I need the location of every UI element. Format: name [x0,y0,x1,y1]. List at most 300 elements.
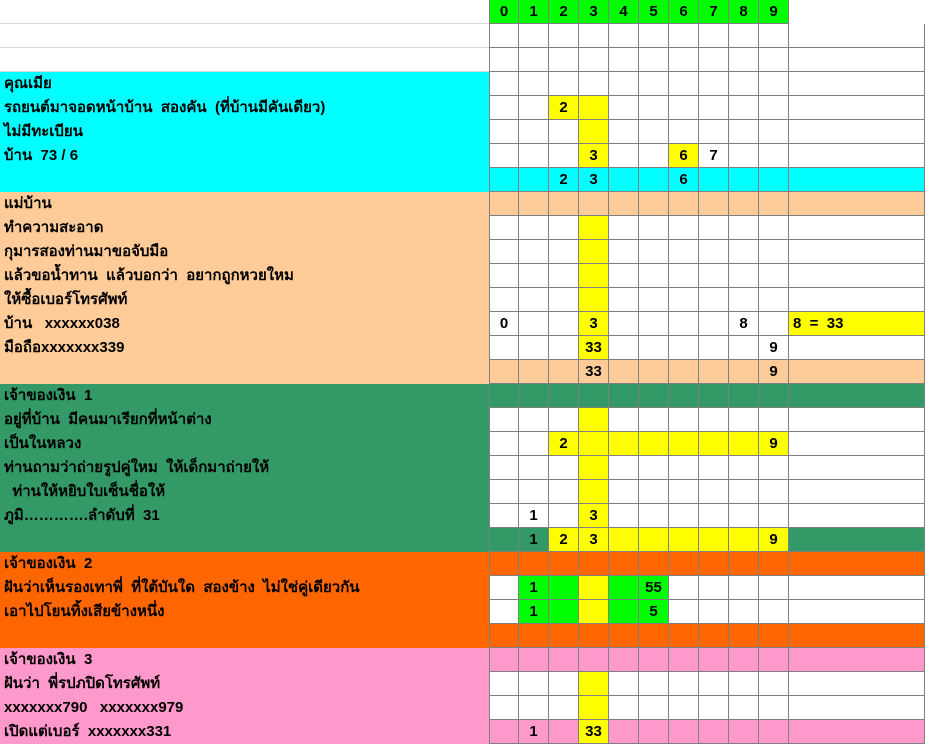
grid-cell-8[interactable] [729,432,759,456]
extra-cell[interactable] [789,624,925,648]
grid-cell-7[interactable] [699,720,729,744]
grid-cell-7[interactable] [699,216,729,240]
grid-cell-0[interactable] [489,720,519,744]
grid-cell-1[interactable]: 1 [519,720,549,744]
grid-cell-1[interactable] [519,216,549,240]
grid-cell-4[interactable] [609,120,639,144]
grid-cell-8[interactable] [729,408,759,432]
grid-cell-3[interactable] [579,264,609,288]
grid-cell-3[interactable] [579,672,609,696]
grid-cell-0[interactable] [489,168,519,192]
grid-cell-6[interactable] [669,24,699,48]
grid-cell-9[interactable] [759,504,789,528]
grid-cell-7[interactable] [699,240,729,264]
grid-cell-1[interactable] [519,552,549,576]
grid-cell-9[interactable] [759,576,789,600]
grid-cell-2[interactable]: 2 [549,96,579,120]
grid-cell-0[interactable] [489,600,519,624]
grid-cell-0[interactable]: 0 [489,312,519,336]
grid-cell-7[interactable] [699,24,729,48]
extra-cell[interactable] [789,264,925,288]
grid-cell-4[interactable] [609,672,639,696]
extra-cell[interactable] [789,456,925,480]
grid-cell-8[interactable] [729,24,759,48]
grid-cell-6[interactable]: 6 [669,168,699,192]
grid-cell-9[interactable] [759,552,789,576]
grid-cell-9[interactable] [759,120,789,144]
grid-cell-3[interactable]: 3 [579,528,609,552]
row-label[interactable] [0,360,489,384]
grid-cell-3[interactable] [579,192,609,216]
extra-cell[interactable] [789,600,925,624]
grid-cell-5[interactable]: 5 [639,600,669,624]
grid-cell-0[interactable] [489,336,519,360]
grid-cell-7[interactable] [699,48,729,72]
grid-cell-6[interactable] [669,384,699,408]
grid-cell-4[interactable] [609,216,639,240]
grid-cell-3[interactable]: 33 [579,360,609,384]
grid-cell-3[interactable] [579,216,609,240]
grid-cell-5[interactable] [639,696,669,720]
grid-cell-3[interactable] [579,432,609,456]
row-label[interactable]: xxxxxxx790 xxxxxxx979 [0,696,489,720]
grid-cell-2[interactable] [549,72,579,96]
grid-cell-0[interactable] [489,408,519,432]
extra-cell[interactable] [789,576,925,600]
grid-cell-3[interactable] [579,24,609,48]
grid-cell-6[interactable] [669,480,699,504]
extra-cell[interactable] [789,144,925,168]
grid-cell-5[interactable] [639,336,669,360]
extra-cell[interactable] [789,336,925,360]
grid-cell-6[interactable] [669,120,699,144]
grid-cell-5[interactable] [639,240,669,264]
grid-cell-1[interactable] [519,336,549,360]
row-label[interactable] [0,48,489,72]
grid-cell-5[interactable] [639,48,669,72]
extra-cell[interactable] [789,432,925,456]
extra-cell[interactable]: 8 = 33 [789,312,925,336]
grid-cell-1[interactable] [519,72,549,96]
grid-cell-9[interactable] [759,696,789,720]
grid-cell-1[interactable]: 1 [519,600,549,624]
grid-cell-7[interactable] [699,456,729,480]
grid-cell-1[interactable]: 1 [519,504,549,528]
grid-cell-5[interactable] [639,504,669,528]
grid-cell-5[interactable] [639,216,669,240]
grid-cell-0[interactable] [489,432,519,456]
grid-cell-3[interactable]: 33 [579,336,609,360]
grid-cell-3[interactable]: 3 [579,168,609,192]
grid-cell-6[interactable] [669,336,699,360]
grid-cell-1[interactable]: 1 [519,576,549,600]
extra-cell[interactable] [789,552,925,576]
grid-cell-4[interactable] [609,552,639,576]
grid-cell-1[interactable] [519,384,549,408]
grid-cell-0[interactable] [489,48,519,72]
grid-cell-4[interactable] [609,432,639,456]
grid-cell-6[interactable]: 6 [669,144,699,168]
grid-cell-8[interactable] [729,264,759,288]
grid-cell-1[interactable] [519,144,549,168]
grid-cell-9[interactable]: 9 [759,360,789,384]
grid-cell-4[interactable] [609,312,639,336]
row-label[interactable]: คุณเมีย [0,72,489,96]
grid-cell-4[interactable] [609,240,639,264]
grid-cell-2[interactable]: 2 [549,168,579,192]
grid-cell-9[interactable]: 9 [759,336,789,360]
grid-cell-5[interactable] [639,192,669,216]
grid-cell-1[interactable]: 1 [519,528,549,552]
grid-cell-7[interactable] [699,432,729,456]
grid-cell-9[interactable] [759,312,789,336]
grid-cell-7[interactable]: 7 [699,144,729,168]
grid-cell-6[interactable] [669,264,699,288]
grid-cell-8[interactable] [729,528,759,552]
grid-cell-3[interactable]: 3 [579,504,609,528]
row-label[interactable]: แม่บ้าน [0,192,489,216]
grid-cell-9[interactable]: 9 [759,432,789,456]
grid-cell-8[interactable] [729,192,759,216]
grid-cell-1[interactable] [519,288,549,312]
row-label[interactable]: รถยนต์มาจอดหน้าบ้าน สองคัน (ที่บ้านมีคันเดียว) [0,96,489,120]
row-label[interactable]: ท่านถามว่าถ่ายรูปคู่ใหม ให้เด็กมาถ่ายให้ [0,456,489,480]
grid-cell-0[interactable] [489,240,519,264]
grid-cell-2[interactable] [549,120,579,144]
grid-cell-3[interactable] [579,408,609,432]
grid-cell-7[interactable] [699,648,729,672]
grid-cell-4[interactable] [609,360,639,384]
grid-cell-5[interactable] [639,672,669,696]
row-label[interactable]: กุมารสองท่านมาขอจับมือ [0,240,489,264]
row-label[interactable]: ไม่มีทะเบียน [0,120,489,144]
extra-cell[interactable] [789,504,925,528]
grid-cell-2[interactable] [549,552,579,576]
grid-cell-0[interactable] [489,672,519,696]
grid-cell-7[interactable] [699,384,729,408]
grid-cell-8[interactable] [729,600,759,624]
grid-cell-1[interactable] [519,24,549,48]
grid-cell-8[interactable] [729,120,759,144]
grid-cell-7[interactable] [699,72,729,96]
grid-cell-9[interactable] [759,264,789,288]
grid-cell-3[interactable] [579,480,609,504]
grid-cell-8[interactable] [729,240,759,264]
grid-cell-7[interactable] [699,360,729,384]
grid-cell-4[interactable] [609,480,639,504]
grid-cell-4[interactable] [609,456,639,480]
grid-cell-4[interactable] [609,264,639,288]
grid-cell-0[interactable] [489,528,519,552]
grid-cell-9[interactable] [759,216,789,240]
grid-cell-9[interactable] [759,48,789,72]
grid-cell-4[interactable] [609,384,639,408]
grid-cell-1[interactable] [519,624,549,648]
grid-cell-4[interactable] [609,24,639,48]
grid-cell-8[interactable] [729,672,759,696]
grid-cell-2[interactable] [549,144,579,168]
grid-cell-1[interactable] [519,672,549,696]
row-label[interactable]: มือถือxxxxxxx339 [0,336,489,360]
grid-cell-8[interactable] [729,72,759,96]
grid-cell-5[interactable] [639,264,669,288]
grid-cell-5[interactable] [639,384,669,408]
grid-cell-2[interactable] [549,240,579,264]
grid-cell-1[interactable] [519,456,549,480]
grid-cell-6[interactable] [669,96,699,120]
grid-cell-0[interactable] [489,576,519,600]
grid-cell-9[interactable] [759,672,789,696]
grid-cell-2[interactable] [549,24,579,48]
grid-cell-1[interactable] [519,48,549,72]
row-label[interactable] [0,168,489,192]
grid-cell-9[interactable] [759,720,789,744]
grid-cell-8[interactable] [729,144,759,168]
row-label[interactable]: เจ้าของเงิน 2 [0,552,489,576]
grid-cell-8[interactable] [729,96,759,120]
extra-cell[interactable] [789,168,925,192]
extra-cell[interactable] [789,528,925,552]
grid-cell-0[interactable] [489,72,519,96]
grid-cell-9[interactable] [759,384,789,408]
grid-cell-0[interactable] [489,144,519,168]
grid-cell-3[interactable] [579,240,609,264]
grid-cell-3[interactable]: 3 [579,312,609,336]
grid-cell-2[interactable]: 2 [549,432,579,456]
grid-cell-3[interactable] [579,624,609,648]
grid-cell-9[interactable]: 9 [759,528,789,552]
grid-cell-0[interactable] [489,696,519,720]
grid-cell-9[interactable] [759,24,789,48]
extra-cell[interactable] [789,96,925,120]
grid-cell-8[interactable] [729,552,759,576]
row-label[interactable]: ภูมิ………….ลำดับที่ 31 [0,504,489,528]
extra-cell[interactable] [789,480,925,504]
grid-cell-5[interactable] [639,288,669,312]
grid-cell-9[interactable] [759,168,789,192]
grid-cell-4[interactable] [609,288,639,312]
grid-cell-8[interactable] [729,504,759,528]
grid-cell-0[interactable] [489,552,519,576]
grid-cell-7[interactable] [699,480,729,504]
row-label[interactable] [0,528,489,552]
grid-cell-2[interactable] [549,336,579,360]
grid-cell-9[interactable] [759,600,789,624]
grid-cell-4[interactable] [609,48,639,72]
grid-cell-6[interactable] [669,456,699,480]
grid-cell-3[interactable] [579,696,609,720]
grid-cell-4[interactable] [609,144,639,168]
grid-cell-3[interactable] [579,96,609,120]
extra-cell[interactable] [789,48,925,72]
row-label[interactable]: เปิดแต่เบอร์ xxxxxxx331 [0,720,489,744]
row-label[interactable]: อยู่ที่บ้าน มีคนมาเรียกที่หน้าต่าง [0,408,489,432]
grid-cell-5[interactable] [639,168,669,192]
grid-cell-7[interactable] [699,672,729,696]
row-label[interactable] [0,624,489,648]
grid-cell-0[interactable] [489,360,519,384]
grid-cell-7[interactable] [699,528,729,552]
grid-cell-7[interactable] [699,120,729,144]
grid-cell-7[interactable] [699,336,729,360]
extra-cell[interactable] [789,720,925,744]
grid-cell-2[interactable] [549,312,579,336]
grid-cell-8[interactable] [729,384,759,408]
grid-cell-8[interactable] [729,648,759,672]
grid-cell-2[interactable] [549,48,579,72]
extra-cell[interactable] [789,24,925,48]
grid-cell-8[interactable] [729,336,759,360]
grid-cell-3[interactable] [579,384,609,408]
grid-cell-2[interactable] [549,672,579,696]
grid-cell-3[interactable] [579,576,609,600]
grid-cell-7[interactable] [699,600,729,624]
grid-cell-7[interactable] [699,168,729,192]
grid-cell-4[interactable] [609,528,639,552]
grid-cell-1[interactable] [519,168,549,192]
grid-cell-9[interactable] [759,624,789,648]
grid-cell-3[interactable] [579,48,609,72]
grid-cell-5[interactable] [639,312,669,336]
grid-cell-1[interactable] [519,264,549,288]
grid-cell-4[interactable] [609,600,639,624]
grid-cell-8[interactable] [729,216,759,240]
row-label[interactable]: ให้ซื้อเบอร์โทรศัพท์ [0,288,489,312]
grid-cell-2[interactable] [549,360,579,384]
grid-cell-0[interactable] [489,192,519,216]
extra-cell[interactable] [789,216,925,240]
grid-cell-3[interactable] [579,552,609,576]
grid-cell-8[interactable] [729,696,759,720]
grid-cell-9[interactable] [759,648,789,672]
grid-cell-9[interactable] [759,192,789,216]
grid-cell-1[interactable] [519,480,549,504]
extra-cell[interactable] [789,240,925,264]
grid-cell-2[interactable] [549,600,579,624]
grid-cell-8[interactable] [729,576,759,600]
grid-cell-0[interactable] [489,648,519,672]
grid-cell-7[interactable] [699,576,729,600]
grid-cell-3[interactable] [579,120,609,144]
grid-cell-0[interactable] [489,624,519,648]
row-label[interactable]: บ้าน 73 / 6 [0,144,489,168]
grid-cell-1[interactable] [519,648,549,672]
extra-cell[interactable] [789,408,925,432]
grid-cell-5[interactable] [639,720,669,744]
grid-cell-2[interactable] [549,408,579,432]
grid-cell-0[interactable] [489,120,519,144]
grid-cell-4[interactable] [609,504,639,528]
grid-cell-4[interactable] [609,96,639,120]
grid-cell-9[interactable] [759,408,789,432]
grid-cell-9[interactable] [759,288,789,312]
grid-cell-6[interactable] [669,504,699,528]
row-label[interactable]: ท่านให้หยิบใบเซ็นชื่อให้ [0,480,489,504]
grid-cell-2[interactable] [549,192,579,216]
grid-cell-2[interactable]: 2 [549,528,579,552]
grid-cell-8[interactable] [729,720,759,744]
grid-cell-7[interactable] [699,192,729,216]
grid-cell-8[interactable] [729,624,759,648]
row-label[interactable]: เจ้าของเงิน 1 [0,384,489,408]
grid-cell-1[interactable] [519,192,549,216]
grid-cell-6[interactable] [669,48,699,72]
grid-cell-5[interactable] [639,480,669,504]
grid-cell-2[interactable] [549,216,579,240]
grid-cell-6[interactable] [669,240,699,264]
grid-cell-6[interactable] [669,552,699,576]
grid-cell-4[interactable] [609,624,639,648]
grid-cell-5[interactable] [639,552,669,576]
grid-cell-1[interactable] [519,408,549,432]
grid-cell-6[interactable] [669,672,699,696]
grid-cell-5[interactable] [639,360,669,384]
grid-cell-2[interactable] [549,504,579,528]
grid-cell-3[interactable] [579,72,609,96]
grid-cell-6[interactable] [669,192,699,216]
grid-cell-6[interactable] [669,696,699,720]
extra-cell[interactable] [789,192,925,216]
extra-cell[interactable] [789,384,925,408]
extra-cell[interactable] [789,360,925,384]
grid-cell-6[interactable] [669,288,699,312]
grid-cell-8[interactable] [729,288,759,312]
grid-cell-6[interactable] [669,624,699,648]
grid-cell-1[interactable] [519,432,549,456]
grid-cell-2[interactable] [549,456,579,480]
grid-cell-4[interactable] [609,408,639,432]
grid-cell-8[interactable] [729,168,759,192]
grid-cell-5[interactable] [639,72,669,96]
grid-cell-8[interactable] [729,360,759,384]
grid-cell-0[interactable] [489,480,519,504]
grid-cell-5[interactable]: 55 [639,576,669,600]
grid-cell-2[interactable] [549,648,579,672]
row-label[interactable] [0,24,489,48]
grid-cell-5[interactable] [639,624,669,648]
grid-cell-0[interactable] [489,24,519,48]
grid-cell-4[interactable] [609,168,639,192]
grid-cell-7[interactable] [699,504,729,528]
grid-cell-6[interactable] [669,648,699,672]
grid-cell-8[interactable] [729,456,759,480]
grid-cell-2[interactable] [549,720,579,744]
grid-cell-7[interactable] [699,696,729,720]
grid-cell-4[interactable] [609,72,639,96]
grid-cell-9[interactable] [759,72,789,96]
grid-cell-7[interactable] [699,288,729,312]
grid-cell-2[interactable] [549,624,579,648]
grid-cell-7[interactable] [699,312,729,336]
grid-cell-5[interactable] [639,24,669,48]
grid-cell-0[interactable] [489,264,519,288]
grid-cell-4[interactable] [609,192,639,216]
row-label[interactable]: ฝันว่า พี่รปภปิดโทรศัพท์ [0,672,489,696]
extra-cell[interactable] [789,696,925,720]
grid-cell-3[interactable] [579,600,609,624]
grid-cell-7[interactable] [699,408,729,432]
row-label[interactable]: ทำความสะอาด [0,216,489,240]
grid-cell-2[interactable] [549,264,579,288]
grid-cell-8[interactable]: 8 [729,312,759,336]
grid-cell-6[interactable] [669,72,699,96]
grid-cell-1[interactable] [519,96,549,120]
grid-cell-6[interactable] [669,528,699,552]
grid-cell-3[interactable]: 3 [579,144,609,168]
grid-cell-7[interactable] [699,264,729,288]
extra-cell[interactable] [789,120,925,144]
grid-cell-1[interactable] [519,120,549,144]
